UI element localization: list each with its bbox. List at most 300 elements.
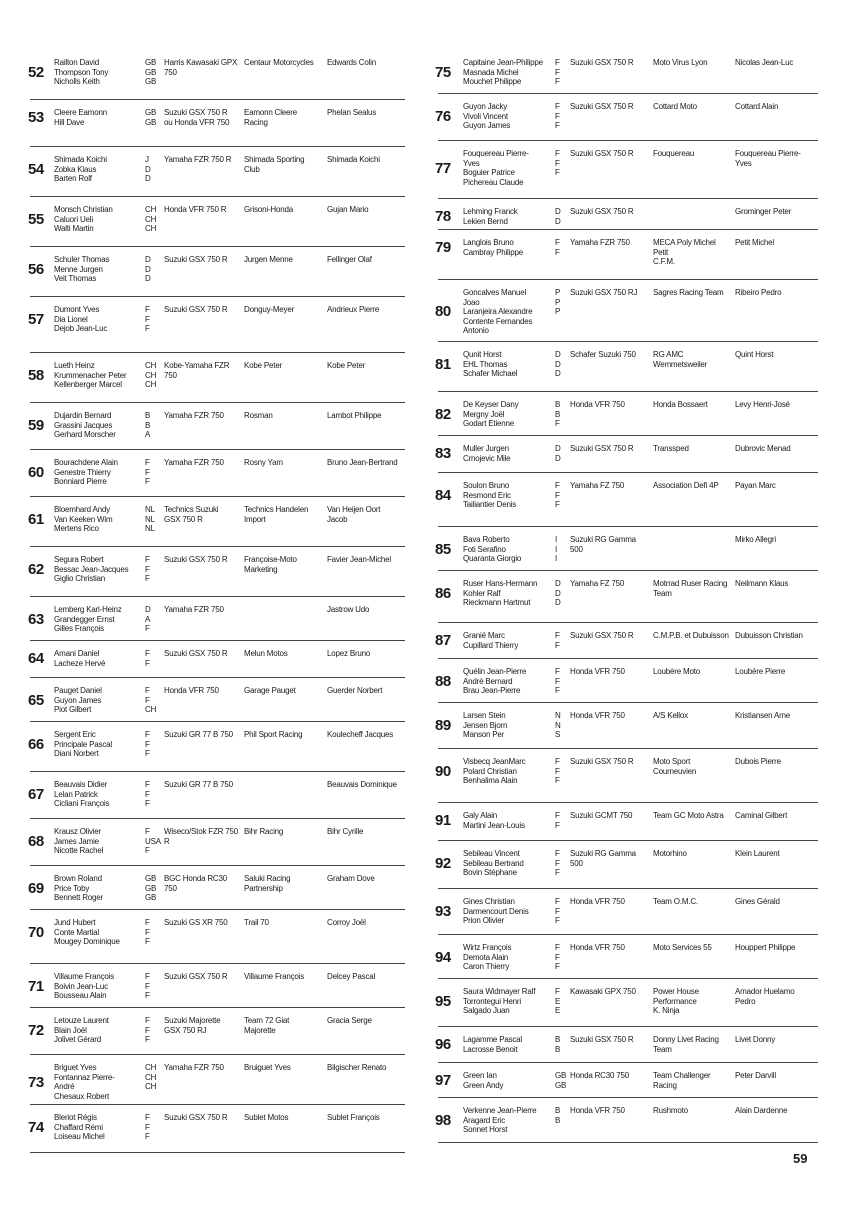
team-manager: Levy Henri-José [735,400,790,409]
machine: Yamaha FZ 750 [570,481,625,490]
rider-countries: F F F [555,58,560,86]
riders-list: Bloemhard Andy Van Keeken Wim Mertens Rico [54,505,113,533]
riders-list: Visbecq JeanMarc Polard Christian Benhalima Alain [463,757,526,785]
riders-list: Railton David Thompson Tony Nicholls Keith [54,58,109,86]
entrant: Motrrad Ruser Racing Team [653,579,728,598]
entry-number: 87 [435,632,451,649]
rider-countries: D A F [145,605,151,633]
entry-number: 64 [28,650,44,667]
entry-number: 93 [435,902,451,920]
entry-number: 56 [28,260,44,278]
entry-row [435,749,818,803]
machine: Yamaha FZR 750 [570,238,630,247]
entrant: Rosman [244,411,273,420]
entrant: Cottard Moto [653,102,697,111]
rider-countries: F E E [555,987,561,1015]
entry-number: 82 [435,405,451,423]
entry-row [435,473,818,527]
entrant: Rosny Yam [244,458,283,467]
machine: Suzuki RG Gamma 500 [570,849,636,868]
machine: Suzuki GSX 750 R [570,444,634,453]
team-manager: Caminal Gilbert [735,811,788,820]
entrant: Team GC Moto Astra [653,811,724,820]
machine: Yamaha FZR 750 [164,411,224,420]
entrant: Team 72 Giat Majorette [244,1016,290,1035]
entrant: Françoise-Moto Marketing [244,555,297,574]
entry-number: 84 [435,486,451,504]
entry-row [435,342,818,392]
entry-row [30,1008,405,1055]
machine: Honda RC30 750 [570,1071,630,1080]
entry-number: 78 [435,208,451,225]
rider-countries: GB GB [145,108,157,127]
entry-row [30,1105,405,1153]
entry-row [435,50,818,94]
team-manager: Corroy Joël [327,918,366,927]
entry-number: 85 [435,540,451,558]
rider-countries: F F F [555,481,560,509]
entry-number: 65 [28,691,44,709]
entry-row [30,197,405,247]
team-manager: Dubois Pierre [735,757,781,766]
entry-number: 80 [435,303,451,321]
entry-row [30,678,405,722]
team-manager: Neilmann Klaus [735,579,789,588]
entry-number: 79 [435,239,451,256]
machine: Honda VFR 750 [570,400,625,409]
rider-countries: F F F [555,149,560,177]
machine: Suzuki GSX 750 R [164,649,228,658]
riders-list: De Keyser Dany Mergny Joël Godart Etienne [463,400,519,428]
entry-row [30,147,405,197]
team-manager: Houppert Philippe [735,943,796,952]
entrant: Bruiguet Yves [244,1063,291,1072]
team-manager: Ribeiro Pedro [735,288,782,297]
entrant: Garage Pauget [244,686,296,695]
riders-list: Verkenne Jean-Pierre Aragard Eric Sonnet Horst [463,1106,537,1134]
rider-countries: F F F [555,102,560,130]
team-manager: Quint Horst [735,350,774,359]
rider-countries: F F F [555,667,560,695]
entrant: Trail 70 [244,918,269,927]
team-manager: Graham Dove [327,874,375,883]
machine: Yamaha FZR 750 R [164,155,232,164]
entrant: Fouquereau [653,149,695,158]
entry-row [435,1027,818,1063]
machine: Yamaha FZR 750 [164,605,224,614]
rider-countries: F F F [145,1016,150,1044]
riders-list: Gines Christian Darmencourt Denis Prion Olivier [463,897,529,925]
entrant: Loubère Moto [653,667,700,676]
entrant: Jurgen Menne [244,255,293,264]
riders-list: Beauvais Didier Lelan Patrick Cicliani François [54,780,110,808]
team-manager: Nicolas Jean-Luc [735,58,794,67]
entry-number: 59 [28,416,44,434]
riders-list: Galy Alain Martini Jean-Louis [463,811,525,830]
rider-countries: F F F [145,458,150,486]
entry-number: 92 [435,854,451,872]
riders-list: Dujardin Bernard Grassini Jacques Gerhard Morscher [54,411,116,439]
riders-list: Shimada Koichi Zobka Klaus Barten Rolf [54,155,107,183]
entry-row [30,497,405,547]
team-manager: Sublet François [327,1113,380,1122]
entrant: Saluki Racing Partnership [244,874,291,893]
entry-number: 98 [435,1111,451,1129]
entry-row [30,597,405,641]
team-manager: Loubère Pierre [735,667,786,676]
rider-countries: F F [555,238,560,257]
rider-countries: F F F [145,555,150,583]
team-manager: Klein Laurent [735,849,780,858]
entry-number: 67 [28,785,44,803]
entry-number: 74 [28,1118,44,1136]
team-manager: Edwards Colin [327,58,376,67]
rider-countries: F USA F [145,827,161,855]
entry-number: 52 [28,63,44,81]
team-manager: Payan Marc [735,481,776,490]
riders-list: Qunit Horst EHL Thomas Schafer Michael [463,350,518,378]
team-manager: Kristiansen Arne [735,711,791,720]
riders-list: Guyon Jacky Vivoli Vincent Guyon James [463,102,511,130]
entrant: Eamonn Cleere Racing [244,108,297,127]
rider-countries: P P P [555,288,561,316]
team-manager: Koulecheff Jacques [327,730,394,739]
entry-row [30,450,405,497]
riders-list: Letouze Laurent Blain Joël Jolivet Gérard [54,1016,109,1044]
right-column [435,50,818,1143]
team-manager: Peter Darvill [735,1071,776,1080]
machine: Suzuki GSX 750 R ou Honda VFR 750 [164,108,230,127]
entry-number: 62 [28,560,44,578]
riders-list: Amani Daniel Lacheze Hervé [54,649,106,668]
team-manager: Alain Dardenne [735,1106,788,1115]
rider-countries: B B [555,1035,561,1054]
rider-countries: F F F [145,1113,150,1141]
machine: Suzuki GSX 750 R [164,255,228,264]
machine: Yamaha FZ 750 [570,579,625,588]
entry-number: 54 [28,160,44,178]
team-manager: Bilgischer Renato [327,1063,387,1072]
team-manager: Kobe Peter [327,361,366,370]
entry-number: 53 [28,109,44,126]
team-manager: Gujan Mario [327,205,369,214]
entrant: Bihr Racing [244,827,284,836]
riders-list: Lemberg Karl-Heinz Grandegger Ernst Gilles François [54,605,122,633]
entry-number: 61 [28,510,44,528]
rider-countries: F F F [555,757,560,785]
team-manager: Fouquereau Pierre- Yves [735,149,801,168]
riders-list: Ruser Hans-Hermann Kohler Ralf Rieckmann Hartmut [463,579,538,607]
entry-row [30,866,405,910]
riders-list: Saura Widmayer Ralf Torrontegui Henri Salgado Juan [463,987,536,1015]
team-manager: Shimada Koichi [327,155,380,164]
machine: Honda VFR 750 [570,667,625,676]
entry-row [435,1098,818,1143]
rider-countries: NL NL NL [145,505,155,533]
entry-row [30,910,405,964]
riders-list: Pauget Daniel Guyon James Piot Gilbert [54,686,102,714]
rider-countries: CH CH CH [145,205,157,233]
entry-number: 63 [28,610,44,628]
entry-row [435,280,818,342]
machine: Harris Kawasaki GPX 750 [164,58,238,77]
rider-countries: B B [555,1106,561,1125]
entry-row [435,623,818,659]
riders-list: Jund Hubert Conte Martial Mougey Dominique [54,918,120,946]
entrant: Shimada Sporting Club [244,155,305,174]
riders-list: Krausz Olivier James Jamie Nicotte Rachel [54,827,104,855]
team-manager: Bihr Cyrille [327,827,364,836]
entry-row [435,889,818,935]
entry-number: 76 [435,107,451,125]
entry-row [435,199,818,230]
riders-list: Granié Marc Cupillard Thierry [463,631,519,650]
machine: Suzuki GCMT 750 [570,811,633,820]
team-manager: Fellinger Olaf [327,255,372,264]
entrant: RG AMC Wemmetsweiler [653,350,708,369]
entry-number: 71 [28,977,44,995]
entry-row [435,803,818,841]
entrant: Team Challenger Racing [653,1071,711,1090]
machine: Honda VFR 750 [570,897,625,906]
rider-countries: F F F [145,780,150,808]
machine: Suzuki GSX 750 R [570,1035,634,1044]
machine: Honda VFR 750 [164,686,219,695]
entrant: Villaume François [244,972,305,981]
entrant: Moto Virus Lyon [653,58,708,67]
rider-countries: F F F [145,305,150,333]
entrant: Donny Livet Racing Team [653,1035,719,1054]
entry-row [30,1055,405,1105]
entry-number: 69 [28,879,44,897]
rider-countries: F F F [145,918,150,946]
entrant: Grisoni-Honda [244,205,293,214]
machine: Honda VFR 750 [570,943,625,952]
team-manager: Delcey Pascal [327,972,376,981]
entrant: A/S Kellox [653,711,688,720]
machine: Suzuki GS XR 750 [164,918,228,927]
rider-countries: I I I [555,535,558,563]
team-manager: Guerder Norbert [327,686,383,695]
machine: Suzuki GSX 750 RJ [570,288,638,297]
team-manager: Beauvais Dominique [327,780,397,789]
riders-list: Goncalves Manuel Joao Laranjeira Alexandre Contente Fernandes Antonio [463,288,533,335]
rider-countries: GB GB GB [145,58,157,86]
rider-countries: F F [555,811,560,830]
entry-number: 72 [28,1021,44,1039]
rider-countries: F F F [145,730,150,758]
team-manager: Favier Jean-Michel [327,555,391,564]
riders-list: Segura Robert Bessac Jean-Jacques Giglio Christian [54,555,129,583]
entry-number: 77 [435,159,451,177]
machine: Suzuki GSX 750 R [570,58,634,67]
rider-countries: F F F [555,943,560,971]
rider-countries: D D [555,207,561,226]
entrant: Honda Bossaert [653,400,708,409]
riders-list: Briguet Yves Fontannaz Pierre- André Chesaux Robert [54,1063,115,1101]
machine: Suzuki GSX 750 R [164,1113,228,1122]
machine: Yamaha FZR 750 [164,458,224,467]
riders-list: Villaume François Boivin Jean-Luc Bousseau Alain [54,972,115,1000]
entrant: Transsped [653,444,689,453]
rider-countries: F F [555,631,560,650]
riders-list: Dumont Yves Dia Lionel Dejob Jean-Luc [54,305,108,333]
riders-list: Bleriot Régis Chaffard Rémi Loiseau Michel [54,1113,105,1141]
riders-list: Fouquereau Pierre- Yves Boguier Patrice Pichereau Claude [463,149,529,187]
machine: Wiseco/Stok FZR 750 R [164,827,239,846]
entry-number: 73 [28,1073,44,1091]
entry-row [435,935,818,979]
entry-number: 58 [28,366,44,384]
machine: Suzuki GSX 750 R [570,757,634,766]
machine: Honda VFR 750 R [164,205,227,214]
entry-number: 55 [28,210,44,228]
entry-number: 60 [28,463,44,481]
entry-row [435,841,818,889]
entry-row [435,659,818,703]
entry-number: 88 [435,672,451,690]
entrant: Phil Sport Racing [244,730,303,739]
machine: Suzuki GSX 750 R [164,972,228,981]
entrant: Moto Sport Courneuvien [653,757,697,776]
rider-countries: F F [145,649,150,668]
machine: Suzuki RG Gamma 500 [570,535,636,554]
entry-number: 96 [435,1036,451,1053]
team-manager: Bruno Jean-Bertrand [327,458,398,467]
rider-countries: CH CH CH [145,361,157,389]
entry-row [30,819,405,866]
machine: Technics Suzuki GSX 750 R [164,505,219,524]
rider-countries: D D [555,444,561,463]
team-manager: Jastrow Udo [327,605,370,614]
team-manager: Amador Huelamo Pedro [735,987,795,1006]
entrant: MECA Poly Michel Petit C.F.M. [653,238,716,266]
machine: Yamaha FZR 750 [164,1063,224,1072]
rider-countries: GB GB [555,1071,567,1090]
machine: Suzuki GR 77 B 750 [164,730,233,739]
entry-row [435,436,818,473]
rider-countries: D D D [145,255,151,283]
team-manager: Lambot Philippe [327,411,382,420]
entry-number: 89 [435,716,451,734]
team-manager: Lopez Bruno [327,649,371,658]
rider-countries: B B F [555,400,561,428]
machine: Suzuki GSX 750 R [164,305,228,314]
team-manager: Phelan Sealus [327,108,376,117]
entry-row [435,1063,818,1098]
riders-list: Bourachdene Alain Genestre Thierry Bonniard Pierre [54,458,118,486]
entrant: Technics Handelen Import [244,505,309,524]
team-manager: Grominger Peter [735,207,792,216]
team-manager: Dubuisson Christian [735,631,803,640]
riders-list: Cleere Eamonn Hill Dave [54,108,107,127]
machine: BGC Honda RC30 750 [164,874,228,893]
entry-row [30,772,405,819]
entry-number: 81 [435,355,451,373]
entry-number: 91 [435,812,451,829]
entry-row [435,527,818,571]
team-manager: Mirko Allegri [735,535,776,544]
entrant: Sagres Racing Team [653,288,724,297]
riders-list: Lueth Heinz Krummenacher Peter Kellenberger Marcel [54,361,127,389]
entrant: Team O.M.C. [653,897,698,906]
entry-row [435,141,818,199]
machine: Suzuki GSX 750 R [570,102,634,111]
riders-list: Soulon Bruno Resmond Eric Tailiantier Denis [463,481,517,509]
machine: Kawasaki GPX 750 [570,987,636,996]
riders-list: Wirtz François Demota Alain Caron Thierry [463,943,512,971]
entry-number: 94 [435,948,451,966]
riders-list: Larsen Stein Jensen Bjorn Manson Per [463,711,508,739]
page-number: 59 [793,1151,808,1166]
entry-row [30,297,405,353]
entry-row [435,392,818,436]
riders-list: Lehming Franck Lekien Bernd [463,207,518,226]
entry-number: 86 [435,584,451,602]
rider-countries: N N S [555,711,561,739]
rider-countries: F F CH [145,686,157,714]
entry-row [30,722,405,772]
entry-row [30,547,405,597]
riders-list: Brown Roland Price Toby Bennett Roger [54,874,103,902]
team-manager: Cottard Alain [735,102,779,111]
riders-list: Langlois Bruno Cambray Philippe [463,238,523,257]
entrant: Moto Services 55 [653,943,712,952]
team-manager: Dubrovic Menad [735,444,791,453]
rider-countries: F F F [145,972,150,1000]
riders-list: Green Ian Green Andy [463,1071,504,1090]
rider-countries: CH CH CH [145,1063,157,1091]
entrant: Donguy-Meyer [244,305,295,314]
rider-countries: GB GB GB [145,874,157,902]
entry-row [435,230,818,280]
team-manager: Andrieux Pierre [327,305,380,314]
machine: Suzuki GR 77 B 750 [164,780,233,789]
riders-list: Muller Jurgen Crnojevic Mile [463,444,511,463]
entrant: Kobe Peter [244,361,283,370]
entrant: Rushmoto [653,1106,688,1115]
rider-countries: D D D [555,579,561,607]
riders-list: Schuler Thomas Menne Jurgen Veit Thomas [54,255,110,283]
entry-row [30,247,405,297]
entry-row [30,100,405,147]
rider-countries: F F F [555,897,560,925]
entrant: Melun Motos [244,649,288,658]
machine: Honda VFR 750 [570,1106,625,1115]
machine: Kobe-Yamaha FZR 750 [164,361,230,380]
riders-list: Sebileau Vincent Sebileau Bertrand Bovin Stéphane [463,849,524,877]
team-manager: Van Heijen Oort Jacob [327,505,381,524]
entry-row [30,403,405,450]
riders-list: Sergent Eric Principale Pascal Diani Norbert [54,730,112,758]
entry-number: 57 [28,310,44,328]
entrant: Association Defi 4P [653,481,719,490]
entry-number: 75 [435,63,451,81]
team-manager: Gines Gérald [735,897,780,906]
riders-list: Quélin Jean-Pierre André Bernard Brau Jean-Pierre [463,667,527,695]
entry-number: 68 [28,832,44,850]
rider-countries: B B A [145,411,151,439]
entrant: Sublet Motos [244,1113,289,1122]
entry-number: 70 [28,923,44,941]
entry-row [30,964,405,1008]
rider-countries: J D D [145,155,151,183]
entry-row [435,703,818,749]
entrant: Centaur Motorcycles [244,58,314,67]
left-column [30,50,405,1153]
riders-list: Lagamme Pascal Lacrosse Benoit [463,1035,523,1054]
team-manager: Gracia Serge [327,1016,372,1025]
